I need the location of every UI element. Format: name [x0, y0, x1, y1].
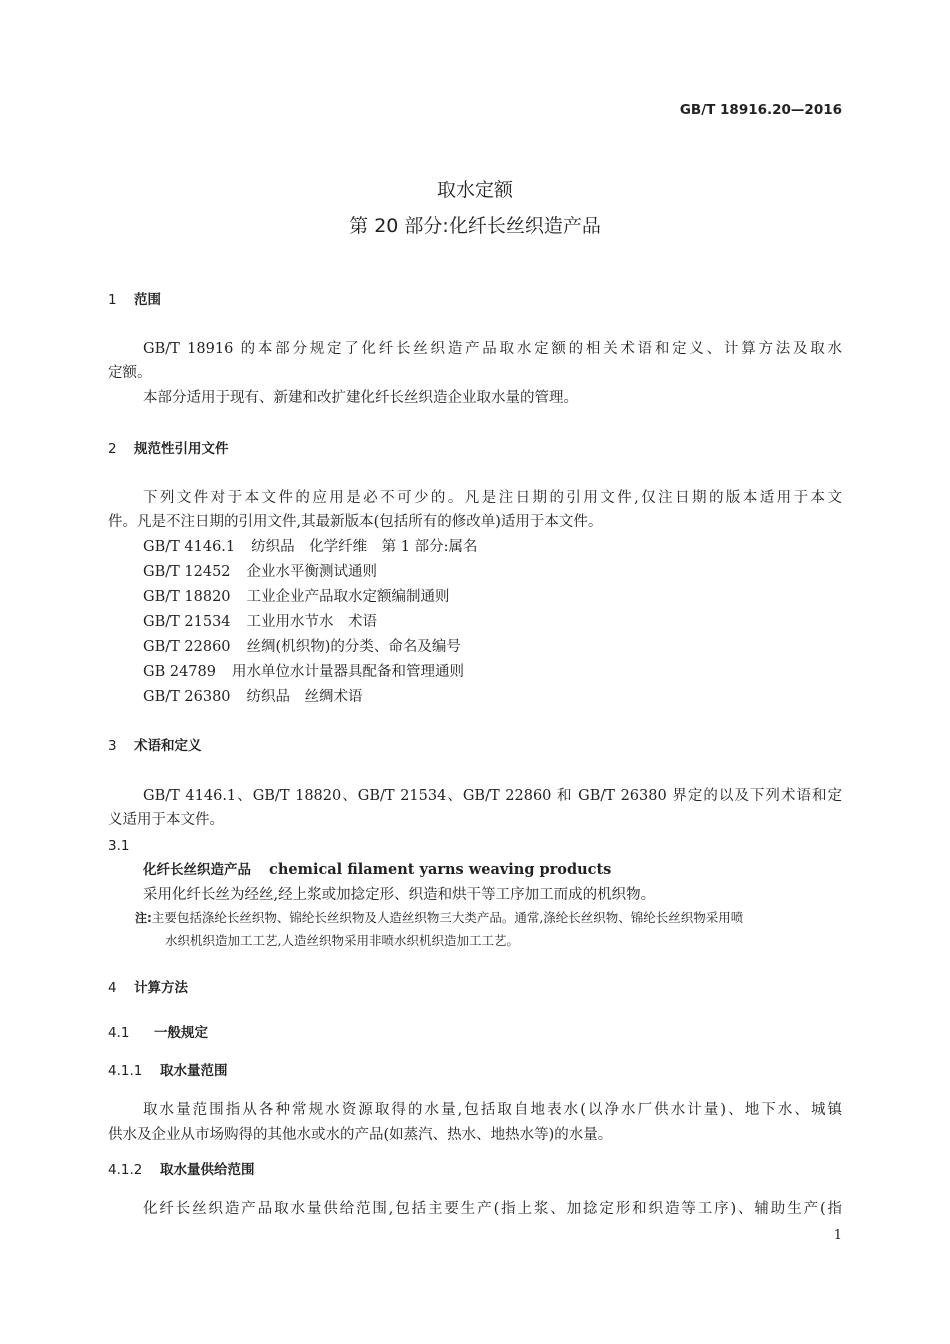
reference-item — [143, 587, 450, 607]
reference-code: GB/T 21534 — [143, 614, 231, 630]
reference-title: 纺织品 化学纤维 第 1 部分:属名 — [251, 539, 478, 555]
section-title: 计算方法 — [134, 980, 188, 996]
section-number: 4.1 — [108, 1025, 130, 1041]
note-text: 主要包括涤纶长丝织物、锦纶长丝织物及人造丝织物三大类产品。通常,涤纶长丝织物、锦纶长丝织物采用喷 — [151, 910, 744, 925]
reference-code: GB/T 26380 — [143, 689, 231, 705]
section-number: 4.1.1 — [108, 1063, 143, 1079]
section-title: 范围 — [134, 292, 161, 308]
reference-title: 纺织品 丝绸术语 — [246, 689, 363, 705]
reference-title: 工业用水节水 术语 — [246, 614, 378, 630]
paragraph: 供水及企业从市场购得的其他水或水的产品(如蒸汽、热水、地热水等)的水量。 — [108, 1127, 613, 1143]
paragraph: 义适用于本文件。 — [108, 812, 224, 828]
section-title: 术语和定义 — [134, 738, 202, 754]
reference-code: GB/T 18820 — [143, 589, 231, 605]
paragraph: GB/T 4146.1、GB/T 18820、GB/T 21534、GB/T 22860 和 GB/T 26380 界定的以及下列术语和定 — [143, 788, 842, 804]
term-number: 3.1 — [108, 838, 130, 854]
reference-title: 企业水平衡测试通则 — [246, 564, 378, 580]
reference-title: 用水单位水计量器具配备和管理通则 — [231, 664, 464, 680]
reference-code: GB/T 12452 — [143, 564, 231, 580]
section-3-heading — [108, 736, 202, 756]
note-label: 注: — [135, 911, 152, 925]
paragraph: 件。凡是不注日期的引用文件,其最新版本(包括所有的修改单)适用于本文件。 — [108, 514, 603, 530]
section-4-heading — [108, 978, 188, 998]
section-1-heading — [108, 290, 161, 310]
section-number: 1 — [108, 292, 117, 308]
section-title: 规范性引用文件 — [134, 441, 229, 457]
term-en: chemical filament yarns weaving products — [269, 861, 612, 878]
doc-subtitle: 第 20 部分:化纤长丝织造产品 — [349, 215, 601, 237]
reference-item — [143, 562, 377, 582]
reference-title: 工业企业产品取水定额编制通则 — [246, 589, 450, 605]
paragraph: 本部分适用于现有、新建和改扩建化纤长丝织造企业取水量的管理。 — [143, 390, 578, 406]
section-title: 一般规定 — [154, 1025, 208, 1041]
paragraph: 下列文件对于本文件的应用是必不可少的。凡是注日期的引用文件,仅注日期的版本适用于本文 — [143, 490, 842, 506]
section-number: 4.1.2 — [108, 1162, 143, 1178]
reference-item — [143, 662, 464, 682]
reference-title: 丝绸(机织物)的分类、命名及编号 — [246, 639, 461, 655]
reference-item — [143, 637, 461, 657]
reference-code: GB 24789 — [143, 664, 216, 680]
page-number: 1 — [833, 1228, 842, 1243]
note — [135, 908, 842, 928]
paragraph: GB/T 18916 的本部分规定了化纤长丝织造产品取水定额的相关术语和定义、计算方法及取水 — [143, 341, 842, 357]
section-4-1-2-heading — [108, 1160, 255, 1180]
term-definition: 采用化纤长丝为经丝,经上浆或加捻定形、织造和烘干等工序加工而成的机织物。 — [143, 887, 656, 903]
paragraph: 定额。 — [108, 365, 152, 381]
reference-item — [143, 612, 377, 632]
reference-code: GB/T 4146.1 — [143, 539, 236, 555]
section-title: 取水量供给范围 — [160, 1162, 255, 1178]
section-4-1-1-heading — [108, 1061, 228, 1081]
reference-code: GB/T 22860 — [143, 639, 231, 655]
reference-item — [143, 687, 363, 707]
paragraph: 取水量范围指从各种常规水资源取得的水量,包括取自地表水(以净水厂供水计量)、地下水、城镇 — [143, 1102, 842, 1118]
section-2-heading — [108, 439, 229, 459]
term-cn: 化纤长丝织造产品 — [143, 862, 251, 878]
doc-title: 取水定额 — [436, 179, 513, 201]
term-heading — [143, 860, 611, 880]
section-title: 取水量范围 — [160, 1063, 228, 1079]
standard-number: GB/T 18916.20—2016 — [679, 102, 842, 118]
section-number: 2 — [108, 441, 117, 457]
note-text: 水织机织造加工工艺,人造丝织物采用非喷水织机织造加工工艺。 — [165, 933, 519, 948]
reference-item — [143, 537, 477, 557]
section-number: 3 — [108, 738, 117, 754]
paragraph: 化纤长丝织造产品取水量供给范围,包括主要生产(指上浆、加捻定形和织造等工序)、辅助生产(指 — [143, 1201, 842, 1217]
section-4-1-heading — [108, 1023, 208, 1043]
section-number: 4 — [108, 980, 117, 996]
